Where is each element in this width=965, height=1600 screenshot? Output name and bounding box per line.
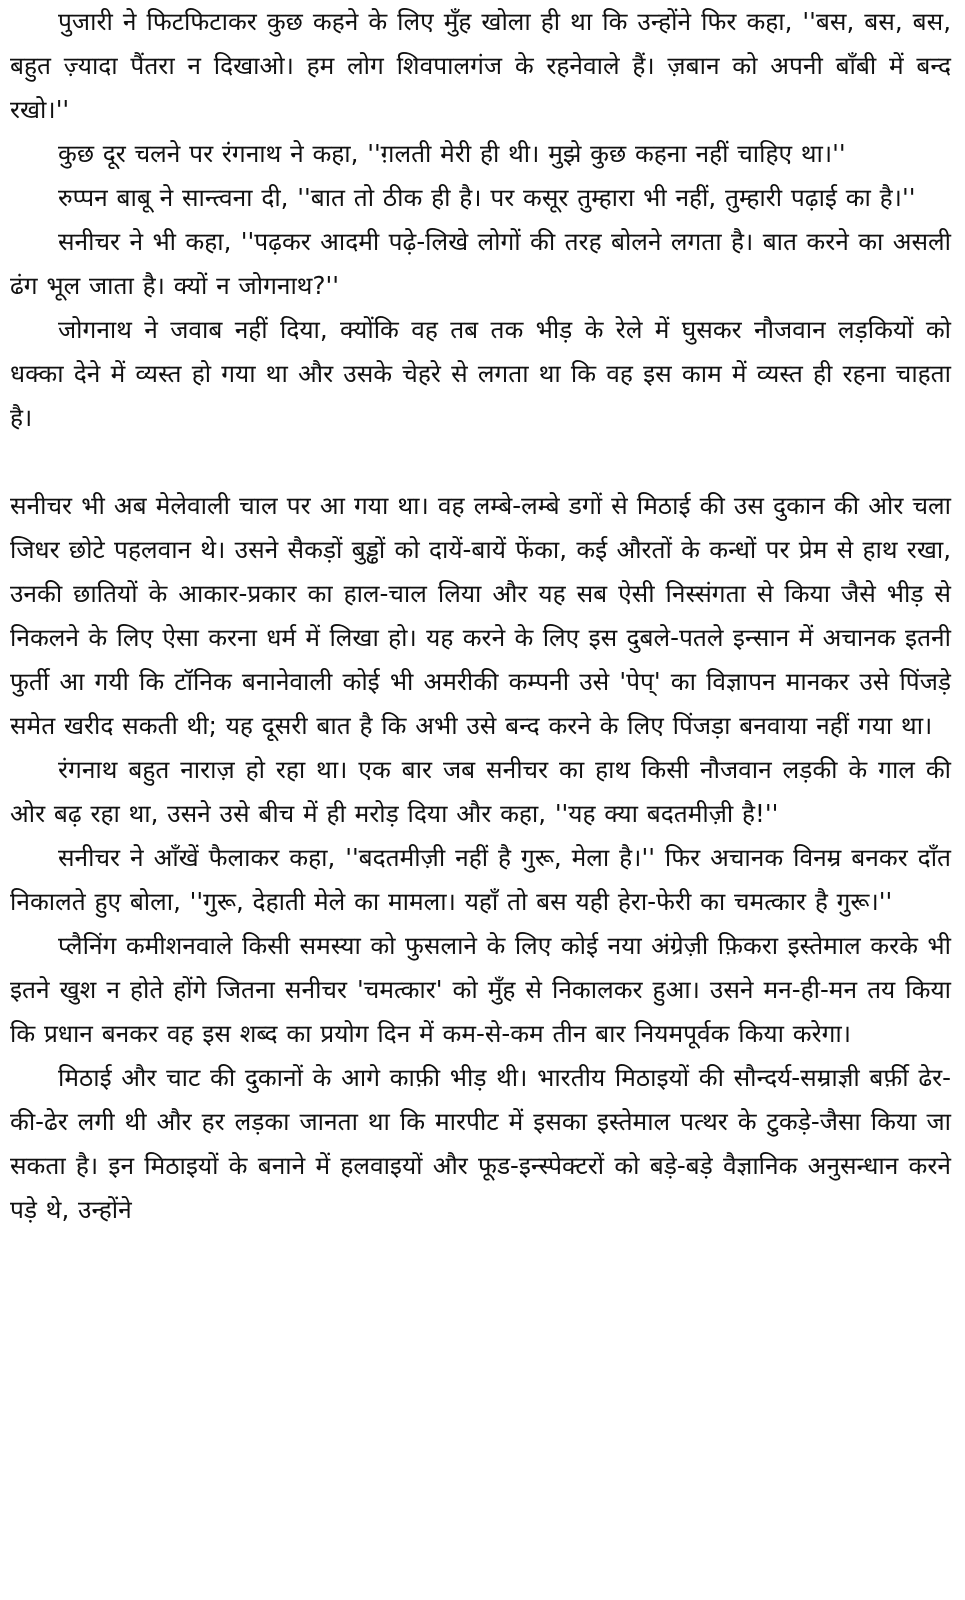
paragraph-rangnath-angry: रंगनाथ बहुत नाराज़ हो रहा था। एक बार जब सनीचर का हाथ किसी नौजवान लड़की के गाल की ओर बढ़ रहा था, उसने उसे बीच में ही मरोड़ दिया और कहा, ''यह क्या बदतमीज़ी है!'' bbox=[10, 755, 951, 828]
paragraph-ruppan-consolation: रुप्पन बाबू ने सान्त्वना दी, ''बात तो ठीक ही है। पर कसूर तुम्हारा भी नहीं, तुम्हारी पढ़ाई का है।'' bbox=[58, 183, 916, 212]
paragraph-pujari: पुजारी ने फिटफिटाकर कुछ कहने के लिए मुँह खोला ही था कि उन्होंने फिर कहा, ''बस, बस, बस, बहुत ज़्यादा पैंतरा न दिखाओ। हम लोग शिवपालगंज के रहनेवाले हैं। ज़बान को अपनी बाँबी में बन्द रखो।'' bbox=[10, 7, 951, 124]
paragraph-rangnath-apology: कुछ दूर चलने पर रंगनाथ ने कहा, ''ग़लती मेरी ही थी। मुझे कुछ कहना नहीं चाहिए था।'' bbox=[58, 139, 846, 168]
paragraph-sweets-shops: मिठाई और चाट की दुकानों के आगे काफ़ी भीड़ थी। भारतीय मिठाइयों की सौन्दर्य-सम्राज्ञी बर्फ़ी ढेर-की-ढेर लगी थी और हर लड़का जानता था कि मारपीट में इसका इस्तेमाल पत्थर के टुकड़े-जैसा किया जा सकता है। इन मिठाइयों के बनाने में हलवाइयों और फूड-इन्स्पेक्टरों को बड़े-बड़े वैज्ञानिक अनुसन्धान करने पड़े थे, उन्होंने bbox=[10, 1063, 951, 1224]
paragraph-sanichar-reply: सनीचर ने आँखें फैलाकर कहा, ''बदतमीज़ी नहीं है गुरू, मेला है।'' फिर अचानक विनम्र बनकर दाँत निकालते हुए बोला, ''गुरू, देहाती मेले का मामला। यहाँ तो बस यही हेरा-फेरी का चमत्कार है गुरू।'' bbox=[10, 843, 951, 916]
paragraph-sanichar-remark: सनीचर ने भी कहा, ''पढ़कर आदमी पढ़े-लिखे लोगों की तरह बोलने लगता है। बात करने का असली ढंग भूल जाता है। क्यों न जोगनाथ?'' bbox=[10, 227, 951, 300]
paragraph-sanichar-fair-walk: सनीचर भी अब मेलेवाली चाल पर आ गया था। वह लम्बे-लम्बे डगों से मिठाई की उस दुकान की ओर चला जिधर छोटे पहलवान थे। उसने सैकड़ों बुड्ढों को दायें-बायें फेंका, कई औरतों के कन्धों पर प्रेम से हाथ रखा, उनकी छातियों के आकार-प्रकार का हाल-चाल लिया और यह सब ऐसी निस्संगता से किया जैसे भीड़ से निकलने के लिए ऐसा करना धर्म में लिखा हो। यह करने के लिए इस दुबले-पतले इन्सान में अचानक इतनी फुर्ती आ गयी कि टॉनिक बनानेवाली कोई भी अमरीकी कम्पनी उसे 'पेप्' का विज्ञापन मानकर उसे पिंजड़े समेत खरीद सकती थी; यह दूसरी बात है कि अभी उसे बन्द करने के लिए पिंजड़ा बनवाया नहीं गया था। bbox=[10, 491, 951, 740]
paragraph-planning-commission: प्लैनिंग कमीशनवाले किसी समस्या को फुसलाने के लिए कोई नया अंग्रेज़ी फ़िकरा इस्तेमाल करके भी इतने खुश न होते होंगे जितना सनीचर 'चमत्कार' को मुँह से निकालकर हुआ। उसने मन-ही-मन तय किया कि प्रधान बनकर वह इस शब्द का प्रयोग दिन में कम-से-कम तीन बार नियमपूर्वक किया करेगा। bbox=[10, 931, 951, 1048]
paragraph-jognath: जोगनाथ ने जवाब नहीं दिया, क्योंकि वह तब तक भीड़ के रेले में घुसकर नौजवान लड़कियों को धक्का देने में व्यस्त हो गया था और उसके चेहरे से लगता था कि वह इस काम में व्यस्त ही रहना चाहता है। bbox=[10, 315, 951, 432]
